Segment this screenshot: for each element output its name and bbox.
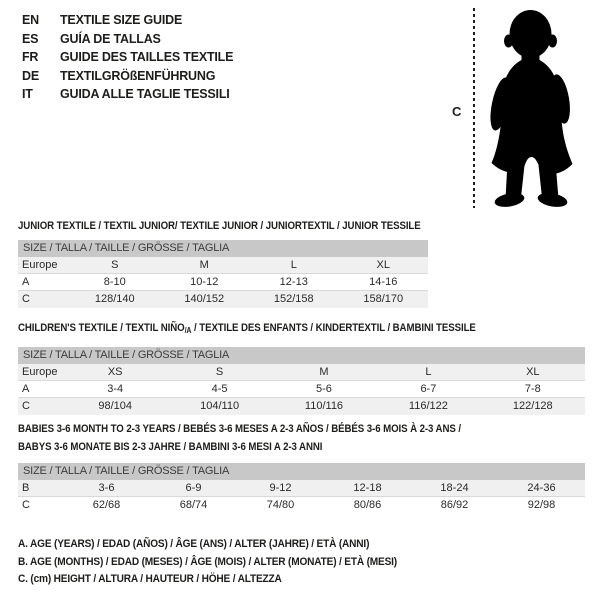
table-row-height — [18, 398, 585, 415]
cell: L — [290, 259, 297, 271]
section-title-babies — [18, 420, 461, 456]
cell: XL — [526, 366, 540, 378]
cell: 98/104 — [98, 400, 133, 412]
row-label: C — [22, 400, 30, 412]
lang-row-en — [22, 11, 233, 30]
title-part: CHILDREN'S TEXTILE / TEXTIL NIÑO — [18, 322, 185, 334]
babies-size-table — [18, 463, 585, 514]
table-row-months — [18, 480, 585, 497]
title-subscript: /A — [184, 326, 192, 335]
lang-label: GUIDA ALLE TAGLIE TESSILI — [60, 87, 230, 101]
cell: XL — [376, 259, 390, 271]
language-header — [22, 11, 233, 104]
junior-size-table — [18, 240, 428, 308]
lang-label: GUIDE DES TAILLES TEXTILE — [60, 50, 234, 64]
cell: 6-7 — [420, 383, 437, 395]
cell: 7-8 — [524, 383, 541, 395]
size-table-header: SIZE / TALLA / TAILLE / GRÖSSE / TAGLIA — [18, 347, 585, 364]
cell: 74/80 — [266, 499, 295, 511]
legend-line-c: C. (cm) HEIGHT / ALTURA / HAUTEUR / HÖHE / ALTEZZA — [18, 573, 282, 585]
cell: 9-12 — [269, 482, 292, 494]
row-label: Europe — [22, 366, 58, 378]
size-table-header: SIZE / TALLA / TAILLE / GRÖSSE / TAGLIA — [18, 240, 428, 257]
children-size-table — [18, 347, 585, 415]
cell: 8-10 — [103, 276, 126, 288]
legend-line-b: B. AGE (MONTHS) / EDAD (MESES) / ÂGE (MOIS) / ALTER (MONATE) / ETÀ (MESI) — [18, 555, 397, 568]
cell: M — [319, 366, 329, 378]
cell: 80/86 — [353, 499, 382, 511]
legend-line-a: A. AGE (YEARS) / EDAD (AÑOS) / ÂGE (ANS) / ALTER (JAHRE) / ETÀ (ANNI) — [18, 538, 370, 550]
lang-row-fr — [22, 48, 233, 67]
table-row-age — [18, 274, 428, 291]
cell: 92/98 — [527, 499, 556, 511]
cell: S — [111, 259, 119, 271]
cell: 12-13 — [279, 276, 308, 288]
lang-code: IT — [22, 87, 33, 101]
cell: S — [215, 366, 224, 378]
row-label: A — [22, 276, 30, 288]
cell: 3-6 — [98, 482, 115, 494]
cell: 152/158 — [273, 293, 314, 305]
cell: 24-36 — [527, 482, 556, 494]
baby-silhouette-icon — [479, 6, 585, 208]
table-row-europe — [18, 364, 585, 381]
cell: 110/116 — [304, 400, 344, 412]
lang-code: ES — [22, 31, 39, 46]
height-measure-line — [473, 8, 475, 208]
cell: 158/170 — [363, 293, 404, 305]
cell: 14-16 — [369, 276, 398, 288]
cell: 104/110 — [200, 400, 240, 412]
lang-code: DE — [22, 68, 39, 83]
cell: 6-9 — [185, 482, 202, 494]
lang-label: TEXTILGRÖßENFÜHRUNG — [60, 68, 216, 83]
size-table-header: SIZE / TALLA / TAILLE / GRÖSSE / TAGLIA — [18, 463, 585, 480]
row-label: A — [22, 383, 30, 395]
cell: 4-5 — [211, 383, 228, 395]
lang-code: EN — [22, 13, 39, 27]
table-row-europe — [18, 257, 428, 274]
cell: 122/128 — [512, 400, 553, 412]
title-line-1: BABIES 3-6 MONTH TO 2-3 YEARS / BEBÉS 3-6 MESES A 2-3 AÑOS / BÉBÉS 3-6 MOIS À 2-3 ANS / — [18, 423, 461, 435]
cell: 116/122 — [408, 400, 448, 412]
cell: L — [425, 366, 432, 378]
section-title-children — [18, 319, 476, 338]
title-line-2: BABYS 3-6 MONATE BIS 2-3 JAHRE / BAMBINI 3-6 MESI A 2-3 ANNI — [18, 441, 323, 453]
table-row-height — [18, 497, 585, 514]
title-part: / TEXTILE DES ENFANTS / KINDERTEXTIL / BAMBINI TESSILE — [191, 322, 476, 334]
cell: M — [199, 259, 209, 271]
height-measure-label: C — [452, 104, 462, 119]
lang-row-it — [22, 85, 233, 104]
cell: XS — [107, 366, 123, 378]
cell: 12-18 — [353, 482, 382, 494]
row-label: B — [22, 482, 30, 494]
table-row-height — [18, 291, 428, 308]
cell: 5-6 — [316, 383, 332, 395]
measurement-legend — [18, 536, 430, 589]
cell: 86/92 — [440, 499, 469, 511]
cell: 10-12 — [190, 276, 219, 288]
lang-row-de — [22, 67, 233, 86]
table-row-age — [18, 381, 585, 398]
section-title-junior: JUNIOR TEXTILE / TEXTIL JUNIOR/ TEXTILE JUNIOR / JUNIORTEXTIL / JUNIOR TESSILE — [18, 220, 421, 232]
lang-code: FR — [22, 50, 39, 64]
lang-label: GUÍA DE TALLAS — [60, 31, 161, 46]
row-label: Europe — [22, 259, 58, 271]
row-label: C — [22, 293, 30, 305]
cell: 18-24 — [440, 482, 469, 494]
lang-label: TEXTILE SIZE GUIDE — [60, 13, 183, 27]
cell: 62/68 — [92, 499, 121, 511]
cell: 140/152 — [184, 293, 225, 305]
cell: 68/74 — [179, 499, 208, 511]
lang-row-es — [22, 30, 233, 49]
cell: 128/140 — [94, 293, 135, 305]
row-label: C — [22, 499, 30, 511]
cell: 3-4 — [107, 383, 124, 395]
